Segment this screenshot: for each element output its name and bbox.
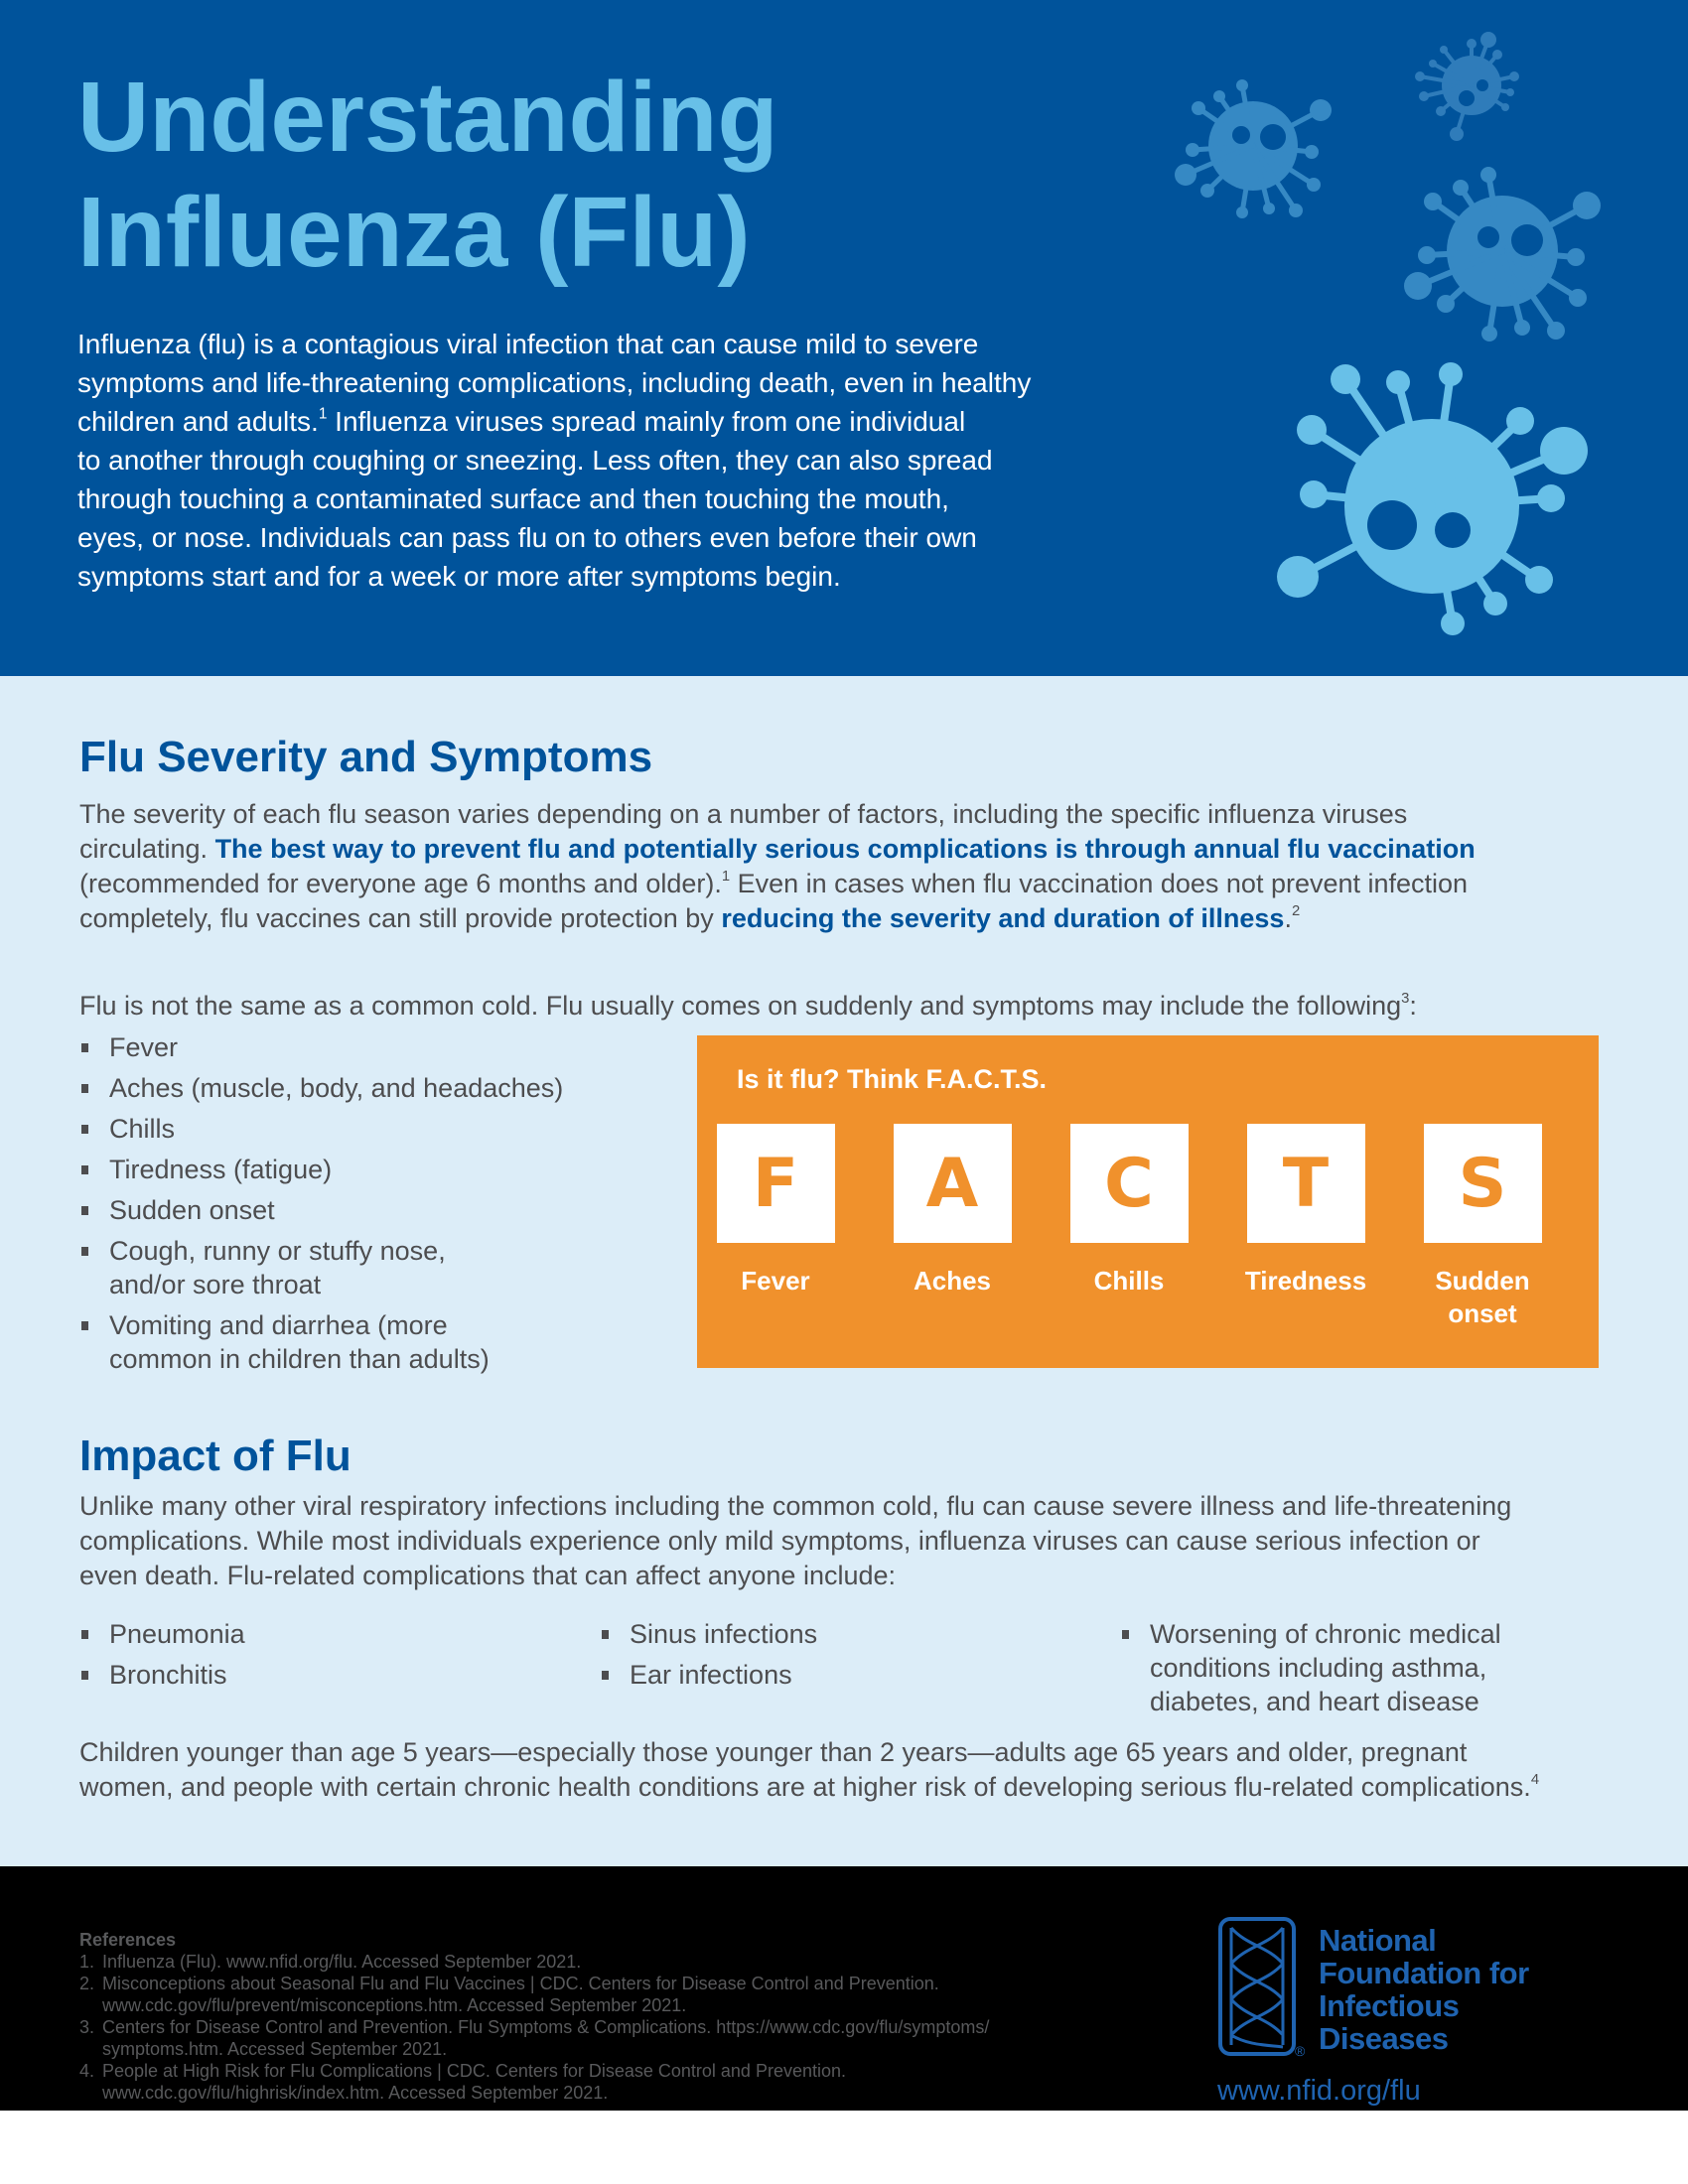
page-title <box>77 60 1070 290</box>
list-item <box>79 1193 635 1227</box>
list-item <box>79 1234 635 1301</box>
reference-item <box>79 1951 1072 1973</box>
risk-line <box>79 1770 1668 1805</box>
complications-list-col3 <box>1120 1617 1617 1718</box>
not-cold-text: Flu is not the same as a common cold. Flu usually comes on suddenly and symptoms may include the following <box>79 991 1402 1021</box>
symptom-text: Aches (muscle, body, and headaches) <box>109 1073 564 1103</box>
fact-label: Tiredness <box>1244 1266 1367 1296</box>
high-risk-paragraph <box>79 1735 1668 1805</box>
letter-tile: S <box>1424 1124 1542 1243</box>
complication-text: conditions including asthma, <box>1150 1653 1487 1683</box>
fact-label-line: Sudden <box>1435 1266 1530 1296</box>
facts-callout <box>697 1035 1599 1368</box>
letter-tile: C <box>1070 1124 1189 1243</box>
intro-paragraph <box>77 325 1150 596</box>
reference-text: People at High Risk for Flu Complications | CDC. Centers for Disease Control and Prevention. <box>102 2061 846 2081</box>
severity-line <box>79 832 1628 867</box>
severity-text: . <box>1284 903 1292 933</box>
not-cold-intro <box>79 989 1628 1024</box>
reference-item <box>79 2016 1072 2060</box>
website-link[interactable]: www.nfid.org/flu <box>1217 2075 1421 2107</box>
intro-text: Influenza viruses spread mainly from one individual <box>327 406 966 437</box>
fact-label: Fever <box>741 1266 810 1296</box>
symptom-list <box>79 1030 635 1383</box>
list-item <box>600 1658 1076 1692</box>
symptom-text: Chills <box>109 1114 176 1144</box>
intro-line: symptoms start and for a week or more after symptoms begin. <box>77 561 841 592</box>
reference-text: www.cdc.gov/flu/prevent/misconceptions.htm. Accessed September 2021. <box>102 1995 687 2015</box>
fact-fever <box>701 1124 850 1297</box>
complication-text: Bronchitis <box>109 1660 227 1690</box>
fact-tiredness <box>1231 1124 1380 1297</box>
references-heading: References <box>79 1930 177 1950</box>
fact-label <box>1408 1265 1557 1330</box>
dna-helix-icon <box>1217 1916 1297 2057</box>
reference-number: 3. <box>79 2017 95 2037</box>
reference-superscript: 1 <box>721 869 731 886</box>
reference-text: symptoms.htm. Accessed September 2021. <box>102 2039 448 2059</box>
severity-emphasis: reducing the severity and duration of illness <box>721 903 1285 933</box>
severity-text: circulating. <box>79 834 215 864</box>
severity-line: The severity of each flu season varies depending on a number of factors, including the specific influenza viruses <box>79 799 1408 829</box>
complication-text: Sinus infections <box>630 1619 818 1649</box>
list-item <box>79 1658 556 1692</box>
complication-text: Ear infections <box>630 1660 792 1690</box>
list-item <box>79 1071 635 1105</box>
severity-line <box>79 901 1628 936</box>
vaccination-emphasis: The best way to prevent flu and potentially serious complications is through annual flu vaccination <box>214 834 1476 864</box>
reference-superscript: 2 <box>1291 903 1301 920</box>
complication-text: Worsening of chronic medical <box>1150 1619 1501 1649</box>
reference-item <box>79 2060 1072 2104</box>
severity-paragraph <box>79 797 1628 936</box>
list-item <box>79 1153 635 1186</box>
severity-text: completely, flu vaccines can still provide protection by <box>79 903 722 933</box>
symptom-text: and/or sore throat <box>109 1270 322 1299</box>
nfid-logo <box>1217 1916 1615 2105</box>
registered-mark: ® <box>1295 2043 1306 2059</box>
impact-line: even death. Flu-related complications that can affect anyone include: <box>79 1561 897 1590</box>
fact-sudden-onset <box>1408 1124 1557 1330</box>
impact-line: complications. While most individuals experience only mild symptoms, influenza viruses can cause serious infection or <box>79 1526 1480 1556</box>
list-item <box>600 1617 1076 1651</box>
list-item <box>79 1308 635 1376</box>
reference-number: 1. <box>79 1952 95 1972</box>
symptom-text: Tiredness (fatigue) <box>109 1155 333 1184</box>
fact-label-line: onset <box>1448 1298 1517 1328</box>
complication-text: diabetes, and heart disease <box>1150 1687 1479 1716</box>
intro-line: Influenza (flu) is a contagious viral infection that can cause mild to severe <box>77 329 979 359</box>
letter-tile: A <box>894 1124 1012 1243</box>
risk-text: women, and people with certain chronic health conditions are at higher risk of developing serious flu-related complications. <box>79 1772 1531 1802</box>
org-name-line: Diseases <box>1319 2021 1449 2056</box>
title-line-2: Influenza (Flu) <box>77 177 751 288</box>
intro-line: symptoms and life-threatening complications, including death, even in healthy <box>77 367 1032 398</box>
list-item <box>79 1030 635 1064</box>
section-heading-severity: Flu Severity and Symptoms <box>79 733 653 781</box>
section-heading-impact: Impact of Flu <box>79 1432 352 1480</box>
facts-title: Is it flu? Think F.A.C.T.S. <box>737 1064 1048 1094</box>
intro-text: children and adults. <box>77 406 319 437</box>
reference-text: Misconceptions about Seasonal Flu and Flu Vaccines | CDC. Centers for Disease Control and Prevention. <box>102 1974 939 1993</box>
reference-item <box>79 1973 1072 2016</box>
complications-list-col2 <box>600 1617 1076 1699</box>
reference-superscript: 4 <box>1530 1772 1540 1789</box>
org-name-line: Infectious <box>1319 1988 1460 2023</box>
risk-line: Children younger than age 5 years—especially those younger than 2 years—adults age 65 years and older, pregnant <box>79 1737 1468 1767</box>
symptom-text: Sudden onset <box>109 1195 275 1225</box>
fact-aches <box>878 1124 1027 1297</box>
reference-text: Centers for Disease Control and Prevention. Flu Symptoms & Complications. https://www.cdc.gov/flu/symptoms/ <box>102 2017 990 2037</box>
intro-line: to another through coughing or sneezing. Less often, they can also spread <box>77 445 993 476</box>
reference-number: 2. <box>79 1974 95 1993</box>
org-name-line: National <box>1319 1923 1437 1958</box>
reference-number: 4. <box>79 2061 95 2081</box>
complication-text: Pneumonia <box>109 1619 245 1649</box>
organization-name <box>1319 1924 1529 2055</box>
fact-label: Chills <box>1093 1266 1165 1296</box>
letter-tile: T <box>1247 1124 1365 1243</box>
list-item <box>79 1617 556 1651</box>
references <box>79 1929 1072 2104</box>
intro-line: through touching a contaminated surface and then touching the mouth, <box>77 483 949 514</box>
list-item <box>79 1112 635 1146</box>
symptom-text: Vomiting and diarrhea (more <box>109 1310 448 1340</box>
symptom-text: Fever <box>109 1032 179 1062</box>
severity-text: (recommended for everyone age 6 months and older). <box>79 869 722 898</box>
reference-list <box>79 1951 1072 2104</box>
impact-line: Unlike many other viral respiratory infections including the common cold, flu can cause severe illness and life-threatening <box>79 1491 1512 1521</box>
org-name-line: Foundation for <box>1319 1956 1529 1990</box>
severity-line <box>79 867 1628 901</box>
letter-tile: F <box>717 1124 835 1243</box>
symptom-text: Cough, runny or stuffy nose, <box>109 1236 446 1266</box>
not-cold-colon: : <box>1409 991 1417 1021</box>
symptom-text: common in children than adults) <box>109 1344 490 1374</box>
intro-line: eyes, or nose. Individuals can pass flu on to others even before their own <box>77 522 977 553</box>
reference-text: Influenza (Flu). www.nfid.org/flu. Accessed September 2021. <box>102 1952 582 1972</box>
severity-text: Even in cases when flu vaccination does not prevent infection <box>730 869 1469 898</box>
impact-paragraph <box>79 1489 1628 1593</box>
complications-list-col1 <box>79 1617 556 1699</box>
reference-superscript: 1 <box>318 405 328 423</box>
intro-line <box>77 402 1150 441</box>
reference-superscript: 3 <box>1401 991 1410 1008</box>
reference-text: www.cdc.gov/flu/highrisk/index.htm. Accessed September 2021. <box>102 2083 609 2103</box>
list-item <box>1120 1617 1617 1718</box>
title-line-1: Understanding <box>77 62 778 173</box>
fact-chills <box>1055 1124 1203 1297</box>
fact-label: Aches <box>913 1266 992 1296</box>
